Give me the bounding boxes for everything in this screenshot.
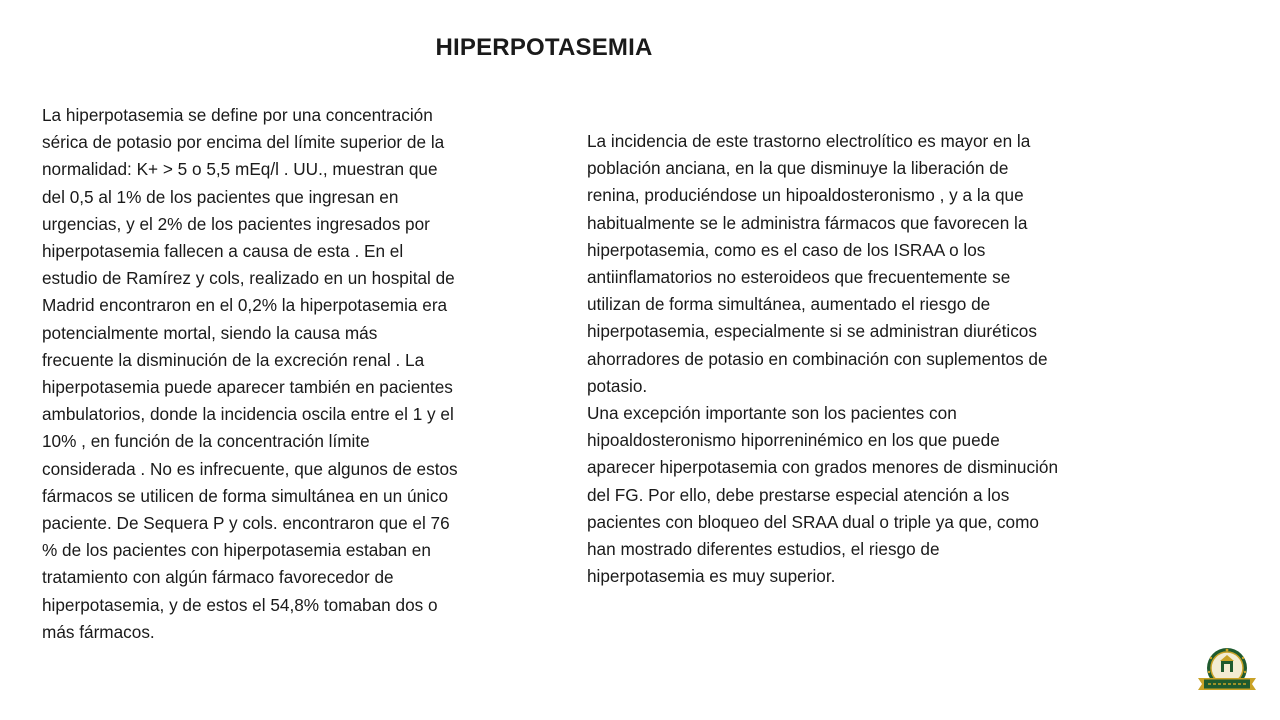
- right-column-text: La incidencia de este trastorno electrolítico es mayor en la población anciana, en la que disminuye la liberación de renina, produciéndose un hipoaldosteronismo , y a la que habitualmente se le administra fármacos que favorecen la hiperpotasemia, como es el caso de los ISRAA o los antiinflamatorios no esteroideos que frecuentemente se utilizan de forma simultánea, aumentado el riesgo de hiperpotasemia, especialmente si se administran diuréticos ahorradores de potasio en combinación con suplementos de potasio. Una excepción importante son los pacientes con hipoaldosteronismo hiporreninémico en los que puede aparecer hiperpotasemia con grados menores de disminución del FG. Por ello, debe prestarse especial atención a los pacientes con bloqueo del SRAA dual o triple ya que, como han mostrado diferentes estudios, el riesgo de hiperpotasemia es muy superior.: [587, 131, 1059, 587]
- university-seal-icon: [1192, 644, 1262, 694]
- slide-title: HIPERPOTASEMIA: [435, 34, 653, 61]
- left-column-text: La hiperpotasemia se define por una concentración sérica de potasio por encima del límite superior de la normalidad: K+ > 5 o 5,5 mEq/l . UU., muestran que del 0,5 al 1% de los pacientes que ingresan en urgencias, y el 2% de los pacientes ingresados por hiperpotasemia fallecen a causa de esta . En el estudio de Ramírez y cols, realizado en un hospital de Madrid encontraron en el 0,2% la hiperpotasemia era potencialmente mortal, siendo la causa más frecuente la disminución de la excreción renal . La hiperpotasemia puede aparecer también en pacientes ambulatorios, donde la incidencia oscila entre el 1 y el 10% , en función de la concentración límite considerada . No es infrecuente, que algunos de estos fármacos se utilicen de forma simultánea en un único paciente. De Sequera P y cols. encontraron que el 76 % de los pacientes con hiperpotasemia estaban en tratamiento con algún fármaco favorecedor de hiperpotasemia, y de estos el 54,8% tomaban dos o más fármacos.: [42, 105, 458, 642]
